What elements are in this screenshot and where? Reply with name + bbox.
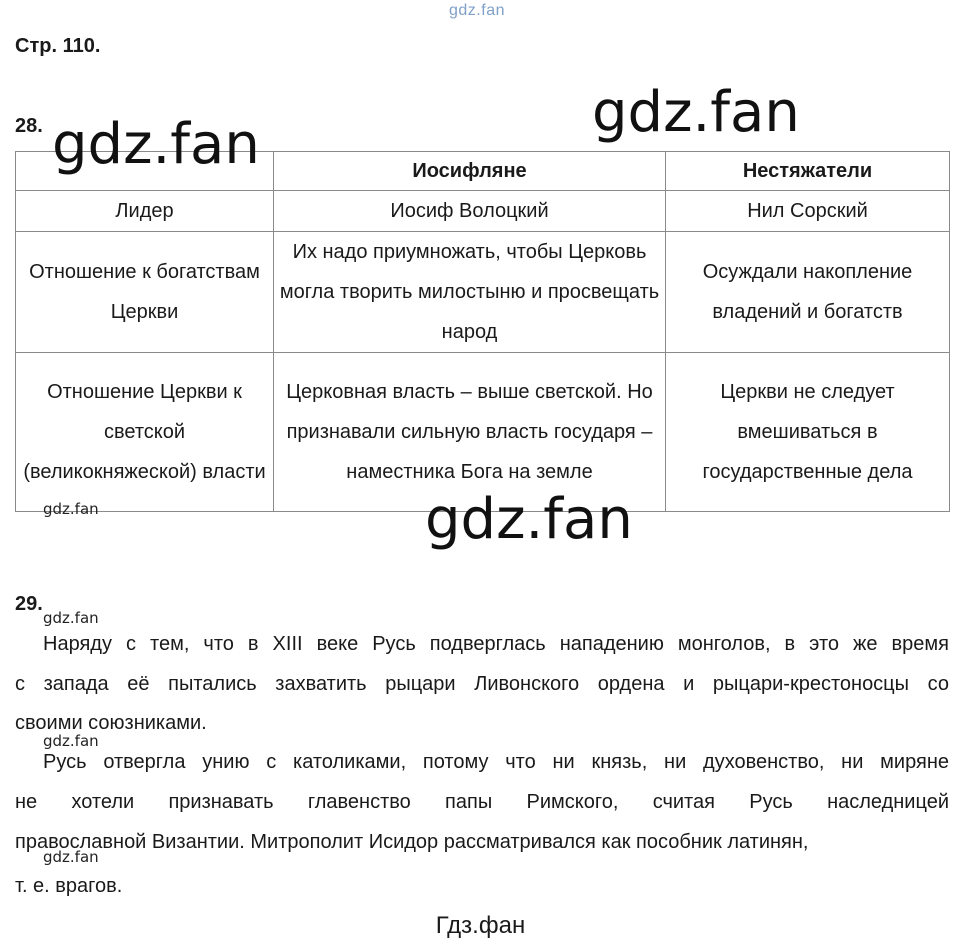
table-cell: Отношение к богатствам Церкви [16, 232, 274, 353]
table-cell: Их надо приумножать, чтобы Церковь могла творить милостыню и просвещать народ [274, 232, 666, 353]
watermark-small: gdz.fan [43, 609, 99, 627]
table-cell: Церкви не следует вмешиваться в государственные дела [666, 353, 950, 512]
paragraph-line: с запада её пытались захватить рыцари Ливонского ордена и рыцари-крестоносцы со [15, 673, 949, 695]
watermark-small: gdz.fan [43, 732, 99, 750]
table-header-cell: Нестяжатели [666, 152, 950, 191]
paragraph-line: Русь отвергла унию с католиками, потому что ни князь, ни духовенство, ни миряне [43, 751, 949, 773]
table-cell: Иосиф Волоцкий [274, 191, 666, 232]
table-cell: Церковная власть – выше светской. Но признавали сильную власть государя – наместника Бога на земле [274, 353, 666, 512]
paragraph-line: своими союзниками. [15, 712, 207, 734]
watermark-large: gdz.fan [52, 112, 260, 177]
table-cell: Лидер [16, 191, 274, 232]
watermark-top: gdz.fan [449, 2, 505, 19]
table-row [16, 191, 950, 232]
watermark-small: gdz.fan [43, 848, 99, 866]
task-28-number: 28. [15, 115, 43, 137]
table-cell: Осуждали накопление владений и богатств [666, 232, 950, 353]
table-header-cell: Иосифляне [274, 152, 666, 191]
task-29-number: 29. [15, 593, 43, 615]
footer-watermark: Гдз.фан [435, 912, 526, 939]
paragraph-line: Наряду с тем, что в XIII веке Русь подверглась нападению монголов, в это же время [43, 633, 949, 655]
table-cell: Нил Сорский [666, 191, 950, 232]
page-label: Стр. 110. [15, 35, 101, 57]
comparison-table [15, 151, 950, 512]
paragraph-line: т. е. врагов. [15, 875, 123, 897]
watermark-large: gdz.fan [425, 487, 633, 552]
watermark-small: gdz.fan [43, 500, 99, 518]
paragraph-line: не хотели признавать главенство папы Римского, считая Русь наследницей [15, 791, 949, 813]
paragraph-line: православной Византии. Митрополит Исидор рассматривался как пособник латинян, [15, 831, 809, 853]
table-row [16, 232, 950, 353]
table-cell: Отношение Церкви к светской (великокняжеской) власти [16, 353, 274, 512]
watermark-large: gdz.fan [592, 80, 800, 145]
